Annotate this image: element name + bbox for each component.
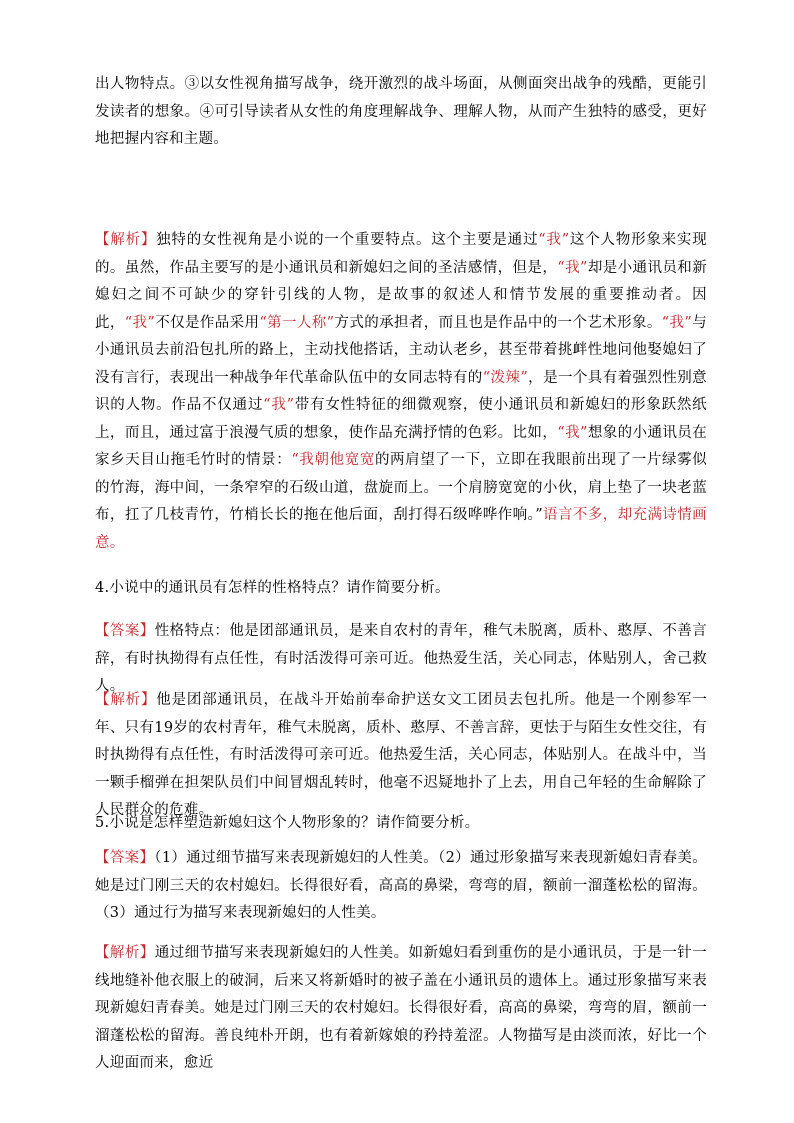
analysis-text: 不仅是作品采用 (155, 314, 260, 331)
analysis-text: 却是小通讯员和新媳妇之间不可缺少的穿针引线的人物，是故事的叙述人和情节发展的重要推动者。因此， (95, 259, 707, 331)
quote-mark: “我” (557, 259, 588, 276)
quote-mark: “我” (263, 397, 295, 413)
quote-mark: “泼辣” (482, 369, 529, 386)
quote-mark: “我” (661, 314, 693, 331)
analysis-text: 想象的小通讯员在家乡天目山拖毛竹时的情景： (95, 424, 707, 468)
question-5 (95, 810, 707, 838)
quote-mark: “我” (557, 424, 588, 441)
quote-mark: “我” (124, 314, 156, 331)
analysis-block-4 (95, 687, 707, 825)
analysis-tag: 【解析】 (95, 692, 157, 708)
answer-block-5 (95, 845, 707, 928)
quote-text: “我朝他宽宽 (291, 452, 375, 468)
question-4-text: 4.小说中的通讯员有怎样的性格特点？请作简要分析。 (95, 580, 450, 596)
question-4 (95, 575, 707, 603)
question-5-text: 5.小说是怎样塑造新媳妇这个人物形象的？请作简要分析。 (95, 815, 480, 831)
analysis-block-3 (95, 227, 707, 557)
analysis-text: 方式的承担者，而且也是作品中的一个艺术形象。 (334, 314, 662, 331)
analysis-tag: 【解析】 (95, 945, 155, 961)
previous-answer-continuation (95, 71, 707, 154)
analysis-tag: 【解析】 (95, 232, 157, 248)
continuation-text: 出人物特点。③以女性视角描写战争，绕开激烈的战斗场面，从侧面突出战争的残酷，更能引发读者的想象。④可引导读者从女性的角度理解战争、理解人物，从而产生独特的感受，更好地把握内容和主题。 (95, 76, 707, 147)
analysis-text: ，是一个具有着强烈性别意识的人物。作品不仅通过 (95, 369, 707, 413)
analysis-text: 的两肩望了一下，立即在我眼前出现了一片绿雾似的竹海，海中间，一条窄窄的石级山道，盘旋而上。一个肩膀宽宽的小伙，肩上垫了一块老蓝布，扛了几枝青竹，竹梢长长的拖在他后面，刮打得石级哗哗作响。” (95, 452, 707, 523)
analysis-text: 与小通讯员去前沿包扎所的路上，主动找他搭话，主动认老乡，甚至带着挑衅性地问他娶媳妇了没有言行，表现出一种战争年代革命队伍中的女同志特有的 (95, 314, 708, 386)
answer-text: （1）通过细节描写来表现新媳妇的人性美。（2）通过形象描写来表现新媳妇青春美。她是过门刚三天的农村媳妇。长得很好看，高高的鼻梁，弯弯的眉，额前一溜蓬松松的留海。（3）通过行为描写来表现新媳妇的人性美。 (95, 850, 707, 921)
analysis-text: 独特的女性视角是小说的一个重要特点。这个主要是通过 (156, 232, 539, 248)
analysis-text: 他是团部通讯员，在战斗开始前奉命护送女文工团员去包扎所。他是一个刚参军一年、只有19岁的农村青年，稚气未脱离，质朴、憨厚、不善言辞，更怯于与陌生女性交往，有时执拗得有点任性，有时活泼得可亲可近。他热爱生活，关心同志，体贴别人。在战斗中，当一颗手榴弹在担架队员们中间冒烟乱转时，他毫不迟疑地扑了上去，用自己年轻的生命解除了人民群众的危难。 (95, 692, 708, 818)
answer-text: 性格特点：他是团部通讯员，是来自农村的青年，稚气未脱离，质朴、憨厚、不善言辞，有时执拗得有点任性，有时活泼得可亲可近。他热爱生活，关心同志，体贴别人，舍己救人。 (95, 623, 707, 694)
analysis-text: 带有女性特征的细微观察，使小通讯员和新媳妇的形象跃然纸上，而且，通过富于浪漫气质的想象，使作品充满抒情的色彩。比如， (95, 397, 707, 441)
answer-tag: 【答案】 (95, 850, 155, 866)
analysis-text: 这个人物形象来实现的。虽然，作品主要写的是小通讯员和新媳妇之间的圣洁感情，但是， (95, 232, 708, 276)
answer-tag: 【答案】 (95, 623, 155, 639)
quote-comment: 语言不多，却充满诗情画意。 (95, 507, 707, 551)
analysis-text: 通过细节描写来表现新媳妇的人性美。如新媳妇看到重伤的是小通讯员，于是一针一线地缝补他衣服上的破洞，后来又将新婚时的被子盖在小通讯员的遗体上。通过形象描写来表现新媳妇青春美。她是过门刚三天的农村媳妇。长得很好看，高高的鼻梁，弯弯的眉，额前一溜蓬松松的留海。善良纯朴开朗，也有着新嫁娘的矜持羞涩。人物描写是由淡而浓，好比一个人迎面而来，愈近 (95, 945, 707, 1071)
quote-mark: “我” (538, 232, 570, 248)
analysis-block-5 (95, 940, 707, 1078)
quote-mark: “第一人称” (259, 314, 335, 331)
